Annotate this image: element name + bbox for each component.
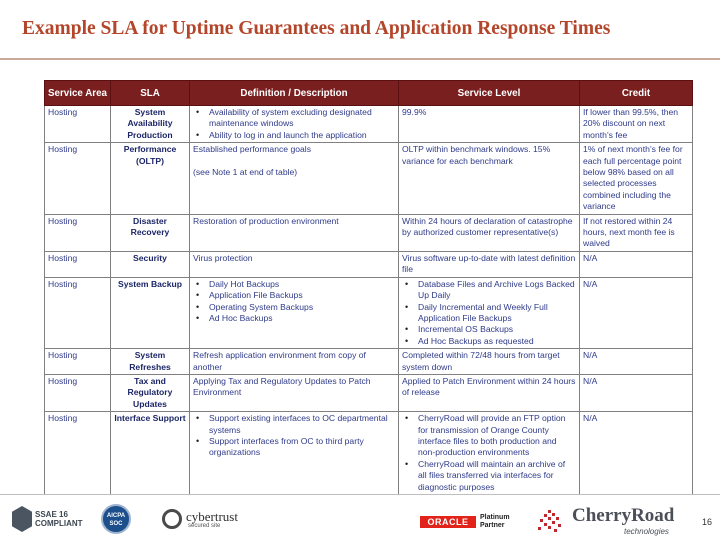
cell-service-area: Hosting	[45, 106, 111, 143]
ssae16-logo	[12, 506, 83, 534]
cell-definition: Applying Tax and Regulatory Updates to Patch Environment	[190, 374, 399, 411]
cell-definition: Restoration of production environment	[190, 214, 399, 251]
cell-service-area: Hosting	[45, 251, 111, 277]
cell-credit: N/A	[580, 251, 693, 277]
cybertrust-name: cybertrust	[186, 509, 238, 524]
cell-credit: N/A	[580, 349, 693, 375]
definition-list	[193, 279, 395, 325]
cell-sla: Disaster Recovery	[111, 214, 190, 251]
oracle-partner-line2: Partner	[480, 522, 505, 529]
header-sla: SLA	[111, 81, 190, 106]
table-row	[45, 412, 693, 495]
page-number: 16	[702, 517, 713, 527]
cell-service-level: Virus software up-to-date with latest definition file	[399, 251, 580, 277]
cell-service-level: OLTP within benchmark windows. 15% variance for each benchmark	[399, 143, 580, 214]
service-level-list	[402, 413, 576, 493]
cell-definition	[190, 277, 399, 348]
definition-list	[193, 107, 395, 141]
aicpa-line2: SOC	[109, 521, 123, 527]
ssae16-line1: SSAE 16	[35, 510, 68, 519]
ssae16-line2: COMPLIANT	[35, 519, 83, 528]
cybertrust-tagline: secured site	[188, 523, 221, 529]
header-credit: Credit	[580, 81, 693, 106]
aicpa-soc-logo	[101, 504, 131, 534]
cherryroad-mark-icon	[536, 508, 566, 534]
ssae16-text	[35, 510, 83, 528]
table-row	[45, 251, 693, 277]
cybertrust-logo	[162, 509, 240, 533]
list-item: • Daily Hot Backups	[209, 279, 395, 290]
cell-credit: N/A	[580, 374, 693, 411]
cell-definition: Established performance goals (see Note 1 at end of table)	[190, 143, 399, 214]
aicpa-line1: AICPA	[106, 513, 126, 519]
cell-service-level	[399, 412, 580, 495]
list-item: • Support interfaces from OC to third party organizations	[209, 436, 395, 459]
cell-sla: System Refreshes	[111, 349, 190, 375]
cell-service-area: Hosting	[45, 374, 111, 411]
oracle-partner-line1: Platinum	[480, 514, 510, 521]
cell-service-level	[399, 277, 580, 348]
cell-sla: System Backup	[111, 277, 190, 348]
table-row	[45, 277, 693, 348]
list-item: • Ad Hoc Backups as requested	[418, 336, 576, 347]
cell-sla: Interface Support	[111, 412, 190, 495]
cell-service-area: Hosting	[45, 349, 111, 375]
table-row	[45, 349, 693, 375]
footer-logos	[0, 500, 720, 540]
table-row	[45, 214, 693, 251]
cell-credit: If not restored within 24 hours, next month fee is waived	[580, 214, 693, 251]
cell-definition: Virus protection	[190, 251, 399, 277]
list-item: • Ad Hoc Backups	[209, 313, 395, 324]
list-item: • CherryRoad will maintain an archive of all files transferred via interfaces for diagnostic purposes	[418, 459, 576, 493]
table-header-row	[45, 81, 693, 106]
cherryroad-tagline: technologies	[624, 527, 669, 536]
cell-definition	[190, 106, 399, 143]
oracle-logo: ORACLE	[420, 516, 476, 528]
list-item: • Daily Incremental and Weekly Full Application File Backups	[418, 302, 576, 325]
cell-credit: If lower than 99.5%, then 20% discount on next month’s fee	[580, 106, 693, 143]
cell-service-level: Within 24 hours of declaration of catastrophe by authorized customer representative(s)	[399, 214, 580, 251]
footer-divider	[0, 494, 720, 495]
definition-list	[193, 413, 395, 459]
list-item: • Application File Backups	[209, 290, 395, 301]
service-level-list	[402, 279, 576, 347]
header-service-level: Service Level	[399, 81, 580, 106]
cell-service-level: 99.9%	[399, 106, 580, 143]
cell-service-level: Applied to Patch Environment within 24 hours of release	[399, 374, 580, 411]
cell-definition	[190, 412, 399, 495]
list-item: • Support existing interfaces to OC departmental systems	[209, 413, 395, 436]
list-item: • Incremental OS Backups	[418, 324, 576, 335]
cell-credit: N/A	[580, 277, 693, 348]
cell-sla: Security	[111, 251, 190, 277]
cell-credit: N/A	[580, 412, 693, 495]
header-service-area: Service Area	[45, 81, 111, 106]
cell-sla: Performance (OLTP)	[111, 143, 190, 214]
cell-service-level: Completed within 72/48 hours from target system down	[399, 349, 580, 375]
table-row	[45, 374, 693, 411]
table-row	[45, 106, 693, 143]
list-item: • CherryRoad will provide an FTP option for transmission of Orange County interface files to both production and non-production environments	[418, 413, 576, 459]
cell-sla: System Availability Production	[111, 106, 190, 143]
cell-service-area: Hosting	[45, 143, 111, 214]
sla-table	[44, 80, 693, 495]
list-item: • Operating System Backups	[209, 302, 395, 313]
cell-definition: Refresh application environment from copy of another	[190, 349, 399, 375]
page-title: Example SLA for Uptime Guarantees and Application Response Times	[22, 18, 611, 39]
cell-credit: 1% of next month’s fee for each full percentage point below 98% based on all selected processes combined including the variance	[580, 143, 693, 214]
list-item: • Database Files and Archive Logs Backed Up Daily	[418, 279, 576, 302]
cell-service-area: Hosting	[45, 277, 111, 348]
title-divider	[0, 58, 720, 60]
cell-service-area: Hosting	[45, 412, 111, 495]
cybertrust-ring-icon	[162, 509, 182, 529]
ssae16-badge-icon	[12, 506, 32, 532]
oracle-partner-label	[480, 514, 510, 530]
table-row	[45, 143, 693, 214]
cell-sla: Tax and Regulatory Updates	[111, 374, 190, 411]
list-item: • Ability to log in and launch the application	[209, 130, 395, 141]
list-item: • Availability of system excluding designated maintenance windows	[209, 107, 395, 130]
cherryroad-wordmark: CherryRoad	[572, 505, 675, 526]
cell-service-area: Hosting	[45, 214, 111, 251]
header-definition: Definition / Description	[190, 81, 399, 106]
